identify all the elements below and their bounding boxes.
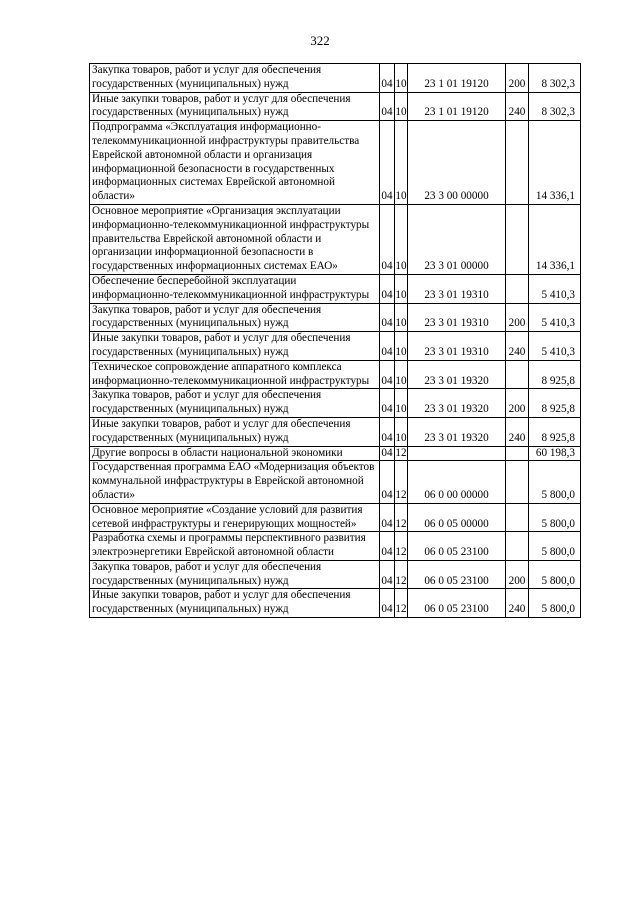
row-description: Другие вопросы в области национальной экономики [90, 446, 380, 461]
row-amount: 5 800,0 [529, 560, 581, 589]
row-description: Государственная программа ЕАО «Модернизация объектов коммунальной инфраструктуры в Еврейской автономной области» [90, 461, 380, 503]
table-row [90, 204, 581, 274]
table-row [90, 503, 581, 532]
row-amount: 14 336,1 [529, 121, 581, 205]
row-target-article-code: 23 3 01 19320 [408, 417, 506, 446]
row-target-article-code: 23 1 01 19120 [408, 92, 506, 121]
row-amount: 5 800,0 [529, 461, 581, 503]
row-target-article-code: 23 3 01 19310 [408, 274, 506, 303]
row-description: Разработка схемы и программы перспективного развития электроэнергетики Еврейской автономной области [90, 532, 380, 561]
table-row [90, 64, 581, 93]
budget-table [89, 63, 581, 618]
row-section-code: 04 [380, 589, 395, 618]
budget-table-body [90, 64, 581, 618]
table-row [90, 532, 581, 561]
table-row [90, 92, 581, 121]
row-expense-type-code [506, 461, 529, 503]
row-section-code: 04 [380, 417, 395, 446]
row-amount: 8 925,8 [529, 389, 581, 418]
row-description: Основное мероприятие «Создание условий для развития сетевой инфраструктуры и генерирующих мощностей» [90, 503, 380, 532]
row-description: Иные закупки товаров, работ и услуг для обеспечения государственных (муниципальных) нужд [90, 92, 380, 121]
table-row [90, 274, 581, 303]
row-section-code: 04 [380, 92, 395, 121]
row-expense-type-code [506, 503, 529, 532]
row-subsection-code: 10 [395, 332, 408, 361]
row-description: Закупка товаров, работ и услуг для обеспечения государственных (муниципальных) нужд [90, 560, 380, 589]
row-description: Закупка товаров, работ и услуг для обеспечения государственных (муниципальных) нужд [90, 64, 380, 93]
table-row [90, 446, 581, 461]
row-expense-type-code [506, 446, 529, 461]
row-amount: 8 925,8 [529, 417, 581, 446]
row-amount: 5 410,3 [529, 332, 581, 361]
row-amount: 5 800,0 [529, 503, 581, 532]
row-subsection-code: 10 [395, 204, 408, 274]
row-subsection-code: 12 [395, 532, 408, 561]
row-section-code: 04 [380, 274, 395, 303]
table-row [90, 461, 581, 503]
row-expense-type-code: 240 [506, 589, 529, 618]
row-section-code: 04 [380, 204, 395, 274]
row-expense-type-code: 200 [506, 389, 529, 418]
row-section-code: 04 [380, 389, 395, 418]
row-amount: 5 410,3 [529, 274, 581, 303]
row-section-code: 04 [380, 64, 395, 93]
row-subsection-code: 10 [395, 417, 408, 446]
row-expense-type-code [506, 360, 529, 389]
row-target-article-code: 23 3 01 19310 [408, 303, 506, 332]
row-subsection-code: 12 [395, 560, 408, 589]
table-row [90, 560, 581, 589]
row-amount: 8 925,8 [529, 360, 581, 389]
row-description: Техническое сопровождение аппаратного комплекса информационно-телекоммуникационной инфраструктуры [90, 360, 380, 389]
table-row [90, 360, 581, 389]
row-expense-type-code: 240 [506, 92, 529, 121]
table-row [90, 589, 581, 618]
row-section-code: 04 [380, 532, 395, 561]
row-subsection-code: 12 [395, 503, 408, 532]
table-row [90, 332, 581, 361]
row-section-code: 04 [380, 360, 395, 389]
row-section-code: 04 [380, 332, 395, 361]
row-target-article-code: 06 0 05 23100 [408, 560, 506, 589]
row-subsection-code: 10 [395, 274, 408, 303]
row-amount: 14 336,1 [529, 204, 581, 274]
row-expense-type-code: 200 [506, 560, 529, 589]
row-subsection-code: 10 [395, 92, 408, 121]
row-target-article-code: 23 3 01 19320 [408, 389, 506, 418]
row-amount: 5 800,0 [529, 589, 581, 618]
row-expense-type-code [506, 532, 529, 561]
row-description: Иные закупки товаров, работ и услуг для обеспечения государственных (муниципальных) нужд [90, 417, 380, 446]
row-description: Иные закупки товаров, работ и услуг для обеспечения государственных (муниципальных) нужд [90, 589, 380, 618]
row-subsection-code: 12 [395, 446, 408, 461]
row-expense-type-code: 240 [506, 332, 529, 361]
row-amount: 60 198,3 [529, 446, 581, 461]
row-amount: 8 302,3 [529, 92, 581, 121]
row-subsection-code: 10 [395, 64, 408, 93]
row-target-article-code: 23 3 01 00000 [408, 204, 506, 274]
row-subsection-code: 12 [395, 589, 408, 618]
row-subsection-code: 10 [395, 303, 408, 332]
row-target-article-code: 23 3 01 19320 [408, 360, 506, 389]
page-number: 322 [310, 33, 330, 48]
row-target-article-code: 23 3 00 00000 [408, 121, 506, 205]
row-target-article-code: 23 1 01 19120 [408, 64, 506, 93]
row-expense-type-code [506, 274, 529, 303]
row-expense-type-code [506, 121, 529, 205]
row-subsection-code: 12 [395, 461, 408, 503]
row-section-code: 04 [380, 503, 395, 532]
table-row [90, 417, 581, 446]
table-row [90, 303, 581, 332]
row-expense-type-code: 200 [506, 64, 529, 93]
row-description: Основное мероприятие «Организация эксплуатации информационно-телекоммуникационной инфраструктуры правительства Еврейской автономной области и организации информационной безопасности в государственных информационных системах ЕАО» [90, 204, 380, 274]
row-description: Обеспечение бесперебойной эксплуатации информационно-телекоммуникационной инфраструктуры [90, 274, 380, 303]
row-subsection-code: 10 [395, 389, 408, 418]
row-section-code: 04 [380, 121, 395, 205]
row-expense-type-code: 240 [506, 417, 529, 446]
row-expense-type-code: 200 [506, 303, 529, 332]
row-target-article-code: 06 0 05 23100 [408, 532, 506, 561]
row-target-article-code: 06 0 05 00000 [408, 503, 506, 532]
row-amount: 5 800,0 [529, 532, 581, 561]
row-description: Иные закупки товаров, работ и услуг для обеспечения государственных (муниципальных) нужд [90, 332, 380, 361]
row-target-article-code: 06 0 05 23100 [408, 589, 506, 618]
table-row [90, 121, 581, 205]
row-section-code: 04 [380, 560, 395, 589]
row-expense-type-code [506, 204, 529, 274]
row-target-article-code: 06 0 00 00000 [408, 461, 506, 503]
row-subsection-code: 10 [395, 121, 408, 205]
row-description: Закупка товаров, работ и услуг для обеспечения государственных (муниципальных) нужд [90, 303, 380, 332]
row-subsection-code: 10 [395, 360, 408, 389]
row-amount: 8 302,3 [529, 64, 581, 93]
row-description: Закупка товаров, работ и услуг для обеспечения государственных (муниципальных) нужд [90, 389, 380, 418]
row-description: Подпрограмма «Эксплуатация информационно-телекоммуникационной инфраструктуры правительства Еврейской автономной области и организация информационной безопасности в государственных информационных системах Еврейской автономной области» [90, 121, 380, 205]
row-amount: 5 410,3 [529, 303, 581, 332]
table-row [90, 389, 581, 418]
row-section-code: 04 [380, 303, 395, 332]
row-target-article-code: 23 3 01 19310 [408, 332, 506, 361]
row-target-article-code [408, 446, 506, 461]
row-section-code: 04 [380, 446, 395, 461]
row-section-code: 04 [380, 461, 395, 503]
